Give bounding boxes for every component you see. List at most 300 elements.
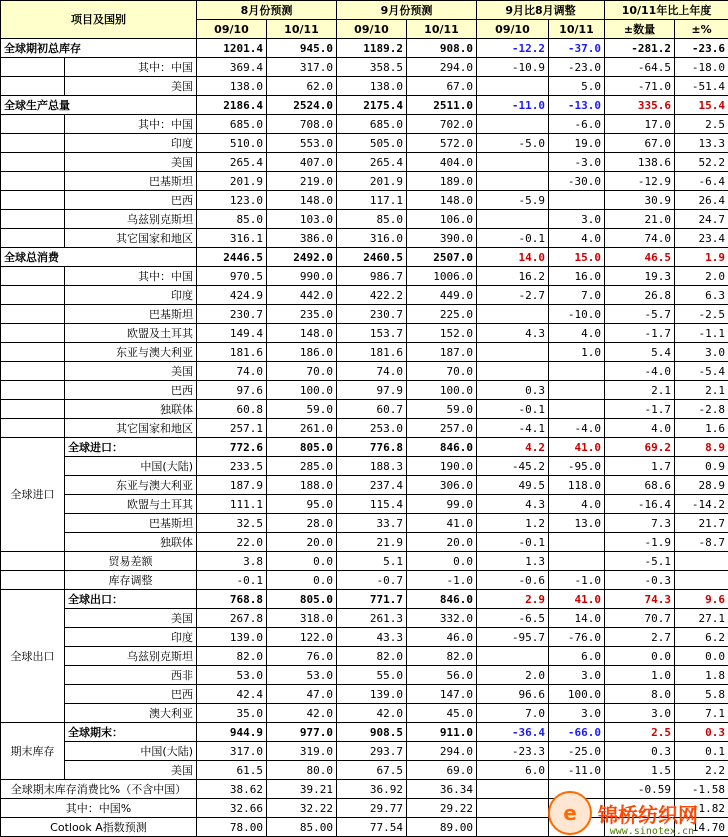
value-cell: -10.0: [549, 305, 605, 324]
value-cell: 3.0: [549, 704, 605, 723]
header-1011: 10/11: [407, 20, 477, 39]
value-cell: -0.6: [477, 571, 549, 590]
value-cell: 152.0: [407, 324, 477, 343]
value-cell: -14.2: [675, 495, 728, 514]
value-cell: 41.0: [407, 514, 477, 533]
value-cell: 846.0: [407, 438, 477, 457]
value-cell: 2460.5: [337, 248, 407, 267]
header-abs: ±数量: [605, 20, 675, 39]
value-cell: 0.3: [675, 723, 728, 742]
value-cell: 97.6: [197, 381, 267, 400]
value-cell: 2507.0: [407, 248, 477, 267]
logo-icon: e: [548, 791, 592, 835]
table-row: [1, 115, 728, 134]
value-cell: 3.0: [549, 210, 605, 229]
value-cell: 36.92: [337, 780, 407, 799]
value-cell: -0.59: [605, 780, 675, 799]
row-spacer: [1, 210, 65, 229]
value-cell: 358.5: [337, 58, 407, 77]
value-cell: 1.6: [675, 419, 728, 438]
value-cell: [477, 153, 549, 172]
value-cell: 235.0: [267, 305, 337, 324]
table-row: [1, 514, 728, 533]
value-cell: 1.0: [605, 666, 675, 685]
value-cell: [477, 647, 549, 666]
value-cell: 422.2: [337, 286, 407, 305]
row-label: 美国: [65, 77, 197, 96]
value-cell: 505.0: [337, 134, 407, 153]
table-row: [1, 590, 728, 609]
value-cell: 805.0: [267, 438, 337, 457]
value-cell: -12.2: [477, 39, 549, 58]
value-cell: 319.0: [267, 742, 337, 761]
value-cell: [477, 818, 549, 837]
table-row: [1, 552, 728, 571]
value-cell: 46.5: [605, 248, 675, 267]
value-cell: 1.9: [675, 248, 728, 267]
value-cell: -95.0: [549, 457, 605, 476]
value-cell: 187.9: [197, 476, 267, 495]
table-row: [1, 761, 728, 780]
value-cell: -64.5: [605, 58, 675, 77]
value-cell: 294.0: [407, 742, 477, 761]
table-row: [1, 647, 728, 666]
value-cell: 316.1: [197, 229, 267, 248]
value-cell: -6.5: [477, 609, 549, 628]
value-cell: -37.0: [549, 39, 605, 58]
value-cell: -5.0: [477, 134, 549, 153]
value-cell: 181.6: [337, 343, 407, 362]
logo-text: 锦桥纺织网: [598, 802, 698, 827]
value-cell: 2.1: [605, 381, 675, 400]
value-cell: [549, 362, 605, 381]
value-cell: 115.4: [337, 495, 407, 514]
value-cell: 702.0: [407, 115, 477, 134]
value-cell: 317.0: [267, 58, 337, 77]
header-0910: 09/10: [197, 20, 267, 39]
value-cell: 285.0: [267, 457, 337, 476]
value-cell: -0.1: [477, 229, 549, 248]
value-cell: 26.8: [605, 286, 675, 305]
value-cell: 97.9: [337, 381, 407, 400]
value-cell: -23.0: [549, 58, 605, 77]
value-cell: 60.7: [337, 400, 407, 419]
value-cell: -11.0: [549, 761, 605, 780]
table-row: [1, 134, 728, 153]
value-cell: 386.0: [267, 229, 337, 248]
value-cell: -10.9: [477, 58, 549, 77]
value-cell: -36.4: [477, 723, 549, 742]
value-cell: 28.0: [267, 514, 337, 533]
value-cell: 2.7: [605, 628, 675, 647]
value-cell: 1006.0: [407, 267, 477, 286]
value-cell: 318.0: [267, 609, 337, 628]
row-label: 美国: [65, 761, 197, 780]
value-cell: 85.0: [197, 210, 267, 229]
header-yoy: 10/11年比上年度: [605, 1, 728, 20]
value-cell: 47.0: [267, 685, 337, 704]
row-spacer: [1, 286, 65, 305]
row-spacer: [1, 381, 65, 400]
value-cell: 4.0: [605, 419, 675, 438]
value-cell: 6.0: [549, 647, 605, 666]
value-cell: 181.6: [197, 343, 267, 362]
value-cell: 16.2: [477, 267, 549, 286]
value-cell: 2.9: [477, 590, 549, 609]
logo-url: www.sinotex.cn: [609, 826, 694, 837]
value-cell: 53.0: [197, 666, 267, 685]
value-cell: 316.0: [337, 229, 407, 248]
value-cell: 4.2: [477, 438, 549, 457]
value-cell: 1.7: [605, 457, 675, 476]
value-cell: 230.7: [197, 305, 267, 324]
value-cell: 776.8: [337, 438, 407, 457]
table-row: [1, 666, 728, 685]
value-cell: 0.0: [267, 552, 337, 571]
value-cell: 38.62: [197, 780, 267, 799]
value-cell: 29.77: [337, 799, 407, 818]
row-label: 西非: [65, 666, 197, 685]
table-row: [1, 229, 728, 248]
value-cell: 6.3: [675, 286, 728, 305]
table-row: [1, 324, 728, 343]
value-cell: 944.9: [197, 723, 267, 742]
value-cell: 14.0: [549, 609, 605, 628]
value-cell: [477, 210, 549, 229]
value-cell: 424.9: [197, 286, 267, 305]
value-cell: 265.4: [197, 153, 267, 172]
table-row: [1, 704, 728, 723]
value-cell: 14.0: [477, 248, 549, 267]
value-cell: 553.0: [267, 134, 337, 153]
row-spacer: [1, 134, 65, 153]
row-label: 巴基斯坦: [65, 172, 197, 191]
value-cell: -1.0: [407, 571, 477, 590]
value-cell: -30.0: [549, 172, 605, 191]
value-cell: 62.0: [267, 77, 337, 96]
value-cell: -66.0: [549, 723, 605, 742]
group-label: 期末库存: [1, 723, 65, 780]
value-cell: 6.2: [675, 628, 728, 647]
value-cell: 85.0: [337, 210, 407, 229]
value-cell: -1.7: [605, 400, 675, 419]
value-cell: 22.0: [197, 533, 267, 552]
table-row: [1, 267, 728, 286]
value-cell: -71.0: [605, 77, 675, 96]
value-cell: 189.0: [407, 172, 477, 191]
row-label: 其中：中国: [65, 267, 197, 286]
value-cell: 1.2: [477, 514, 549, 533]
row-label: 印度: [65, 286, 197, 305]
group-label: 全球出口: [1, 590, 65, 723]
value-cell: 685.0: [337, 115, 407, 134]
value-cell: 188.0: [267, 476, 337, 495]
table-row: [1, 495, 728, 514]
value-cell: 4.3: [477, 324, 549, 343]
table-row: [1, 362, 728, 381]
table-row: [1, 476, 728, 495]
row-spacer: [1, 400, 65, 419]
value-cell: 13.0: [549, 514, 605, 533]
value-cell: -5.4: [675, 362, 728, 381]
value-cell: 106.0: [407, 210, 477, 229]
row-spacer: [1, 229, 65, 248]
value-cell: 138.0: [337, 77, 407, 96]
value-cell: [549, 533, 605, 552]
row-spacer: [1, 571, 65, 590]
row-label: 贸易差额: [65, 552, 197, 571]
value-cell: 15.4: [675, 96, 728, 115]
header-adj: 9月比8月调整: [477, 1, 605, 20]
value-cell: 3.0: [549, 666, 605, 685]
value-cell: [477, 115, 549, 134]
value-cell: 7.3: [605, 514, 675, 533]
value-cell: 335.6: [605, 96, 675, 115]
value-cell: 96.6: [477, 685, 549, 704]
table-row: [1, 153, 728, 172]
value-cell: -2.5: [675, 305, 728, 324]
value-cell: 768.8: [197, 590, 267, 609]
value-cell: 253.0: [337, 419, 407, 438]
value-cell: 59.0: [407, 400, 477, 419]
value-cell: 24.7: [675, 210, 728, 229]
value-cell: 21.0: [605, 210, 675, 229]
table-row: [1, 305, 728, 324]
value-cell: 986.7: [337, 267, 407, 286]
value-cell: 67.5: [337, 761, 407, 780]
value-cell: 5.8: [675, 685, 728, 704]
table-row: [1, 77, 728, 96]
value-cell: -25.0: [549, 742, 605, 761]
value-cell: 4.0: [549, 229, 605, 248]
value-cell: 53.0: [267, 666, 337, 685]
value-cell: 20.0: [407, 533, 477, 552]
table-row: [1, 286, 728, 305]
value-cell: 237.4: [337, 476, 407, 495]
value-cell: -95.7: [477, 628, 549, 647]
value-cell: 1189.2: [337, 39, 407, 58]
table-row: [1, 96, 728, 115]
value-cell: 82.0: [407, 647, 477, 666]
value-cell: 43.3: [337, 628, 407, 647]
value-cell: 39.21: [267, 780, 337, 799]
value-cell: 67.0: [605, 134, 675, 153]
value-cell: 0.0: [675, 647, 728, 666]
value-cell: 35.0: [197, 704, 267, 723]
value-cell: 69.2: [605, 438, 675, 457]
value-cell: 103.0: [267, 210, 337, 229]
row-label: 美国: [65, 153, 197, 172]
row-label: 全球出口：: [65, 590, 197, 609]
value-cell: -4.0: [605, 362, 675, 381]
value-cell: 225.0: [407, 305, 477, 324]
value-cell: 2.5: [605, 723, 675, 742]
value-cell: 293.7: [337, 742, 407, 761]
value-cell: 257.0: [407, 419, 477, 438]
value-cell: 7.0: [549, 286, 605, 305]
row-label: 全球期初总库存: [1, 39, 197, 58]
row-label: 其它国家和地区: [65, 229, 197, 248]
value-cell: 186.0: [267, 343, 337, 362]
value-cell: 188.3: [337, 457, 407, 476]
value-cell: 1201.4: [197, 39, 267, 58]
header-1011: 10/11: [267, 20, 337, 39]
value-cell: 6.0: [477, 761, 549, 780]
table-row: [1, 39, 728, 58]
row-spacer: [1, 305, 65, 324]
value-cell: -0.1: [197, 571, 267, 590]
value-cell: 8.9: [675, 438, 728, 457]
value-cell: 265.4: [337, 153, 407, 172]
table-row: [1, 191, 728, 210]
value-cell: 4.0: [549, 495, 605, 514]
value-cell: 17.0: [605, 115, 675, 134]
value-cell: 74.3: [605, 590, 675, 609]
value-cell: 19.3: [605, 267, 675, 286]
value-cell: 2.5: [675, 115, 728, 134]
value-cell: 1.5: [605, 761, 675, 780]
value-cell: 74.0: [197, 362, 267, 381]
row-label: 全球生产总量: [1, 96, 197, 115]
value-cell: 55.0: [337, 666, 407, 685]
header-0910: 09/10: [477, 20, 549, 39]
table-row: [1, 381, 728, 400]
row-spacer: [1, 362, 65, 381]
value-cell: -5.9: [477, 191, 549, 210]
value-cell: 2175.4: [337, 96, 407, 115]
value-cell: 122.0: [267, 628, 337, 647]
value-cell: -18.0: [675, 58, 728, 77]
value-cell: -23.3: [477, 742, 549, 761]
value-cell: 74.0: [337, 362, 407, 381]
value-cell: 2.0: [675, 267, 728, 286]
value-cell: 30.9: [605, 191, 675, 210]
value-cell: 59.0: [267, 400, 337, 419]
value-cell: 100.0: [549, 685, 605, 704]
value-cell: 148.0: [407, 191, 477, 210]
value-cell: 42.0: [267, 704, 337, 723]
value-cell: 5.0: [549, 77, 605, 96]
value-cell: 77.54: [337, 818, 407, 837]
row-label: 东亚与澳大利亚: [65, 476, 197, 495]
value-cell: [477, 172, 549, 191]
value-cell: 52.2: [675, 153, 728, 172]
value-cell: 69.0: [407, 761, 477, 780]
value-cell: 9.6: [675, 590, 728, 609]
value-cell: 32.5: [197, 514, 267, 533]
table-row: [1, 58, 728, 77]
value-cell: 442.0: [267, 286, 337, 305]
row-label: 东亚与澳大利亚: [65, 343, 197, 362]
value-cell: 1.3: [477, 552, 549, 571]
value-cell: 772.6: [197, 438, 267, 457]
header-0910: 09/10: [337, 20, 407, 39]
value-cell: 33.7: [337, 514, 407, 533]
table-row: [1, 457, 728, 476]
value-cell: 42.4: [197, 685, 267, 704]
row-spacer: [1, 419, 65, 438]
value-cell: 5.4: [605, 343, 675, 362]
table-row: [1, 742, 728, 761]
row-label: 澳大利亚: [65, 704, 197, 723]
value-cell: 36.34: [407, 780, 477, 799]
value-cell: 60.8: [197, 400, 267, 419]
table-row: [1, 628, 728, 647]
value-cell: -0.3: [605, 571, 675, 590]
value-cell: -4.1: [477, 419, 549, 438]
value-cell: 977.0: [267, 723, 337, 742]
value-cell: -8.7: [675, 533, 728, 552]
value-cell: 2446.5: [197, 248, 267, 267]
value-cell: -2.7: [477, 286, 549, 305]
value-cell: 100.0: [407, 381, 477, 400]
value-cell: 3.8: [197, 552, 267, 571]
value-cell: 0.0: [267, 571, 337, 590]
value-cell: 0.3: [605, 742, 675, 761]
value-cell: -0.1: [477, 533, 549, 552]
value-cell: -6.0: [549, 115, 605, 134]
value-cell: [549, 400, 605, 419]
value-cell: [477, 362, 549, 381]
table-row: [1, 685, 728, 704]
value-cell: 68.6: [605, 476, 675, 495]
value-cell: 0.0: [605, 647, 675, 666]
header-sep: 9月份预测: [337, 1, 477, 20]
row-label: 独联体: [65, 400, 197, 419]
row-label: 库存调整: [65, 571, 197, 590]
value-cell: [675, 571, 728, 590]
value-cell: 76.0: [267, 647, 337, 666]
value-cell: 945.0: [267, 39, 337, 58]
value-cell: 147.0: [407, 685, 477, 704]
value-cell: -5.7: [605, 305, 675, 324]
value-cell: -23.6: [675, 39, 728, 58]
value-cell: [477, 343, 549, 362]
value-cell: 32.22: [267, 799, 337, 818]
value-cell: 148.0: [267, 191, 337, 210]
value-cell: 27.1: [675, 609, 728, 628]
value-cell: 89.00: [407, 818, 477, 837]
value-cell: 100.0: [267, 381, 337, 400]
row-label: 巴西: [65, 191, 197, 210]
value-cell: 70.0: [267, 362, 337, 381]
value-cell: 2186.4: [197, 96, 267, 115]
value-cell: 2511.0: [407, 96, 477, 115]
value-cell: 70.0: [407, 362, 477, 381]
value-cell: 369.4: [197, 58, 267, 77]
value-cell: 805.0: [267, 590, 337, 609]
value-cell: 510.0: [197, 134, 267, 153]
value-cell: -76.0: [549, 628, 605, 647]
value-cell: 708.0: [267, 115, 337, 134]
table-row: [1, 172, 728, 191]
value-cell: 449.0: [407, 286, 477, 305]
value-cell: 4.3: [477, 495, 549, 514]
header-1011: 10/11: [549, 20, 605, 39]
row-label: 全球进口：: [65, 438, 197, 457]
row-label: 独联体: [65, 533, 197, 552]
value-cell: 74.0: [605, 229, 675, 248]
value-cell: 267.8: [197, 609, 267, 628]
value-cell: 45.0: [407, 704, 477, 723]
table-row: [1, 343, 728, 362]
row-spacer: [1, 552, 65, 571]
value-cell: 21.9: [337, 533, 407, 552]
value-cell: 219.0: [267, 172, 337, 191]
row-label: 巴西: [65, 685, 197, 704]
table-row: [1, 571, 728, 590]
value-cell: 82.0: [197, 647, 267, 666]
